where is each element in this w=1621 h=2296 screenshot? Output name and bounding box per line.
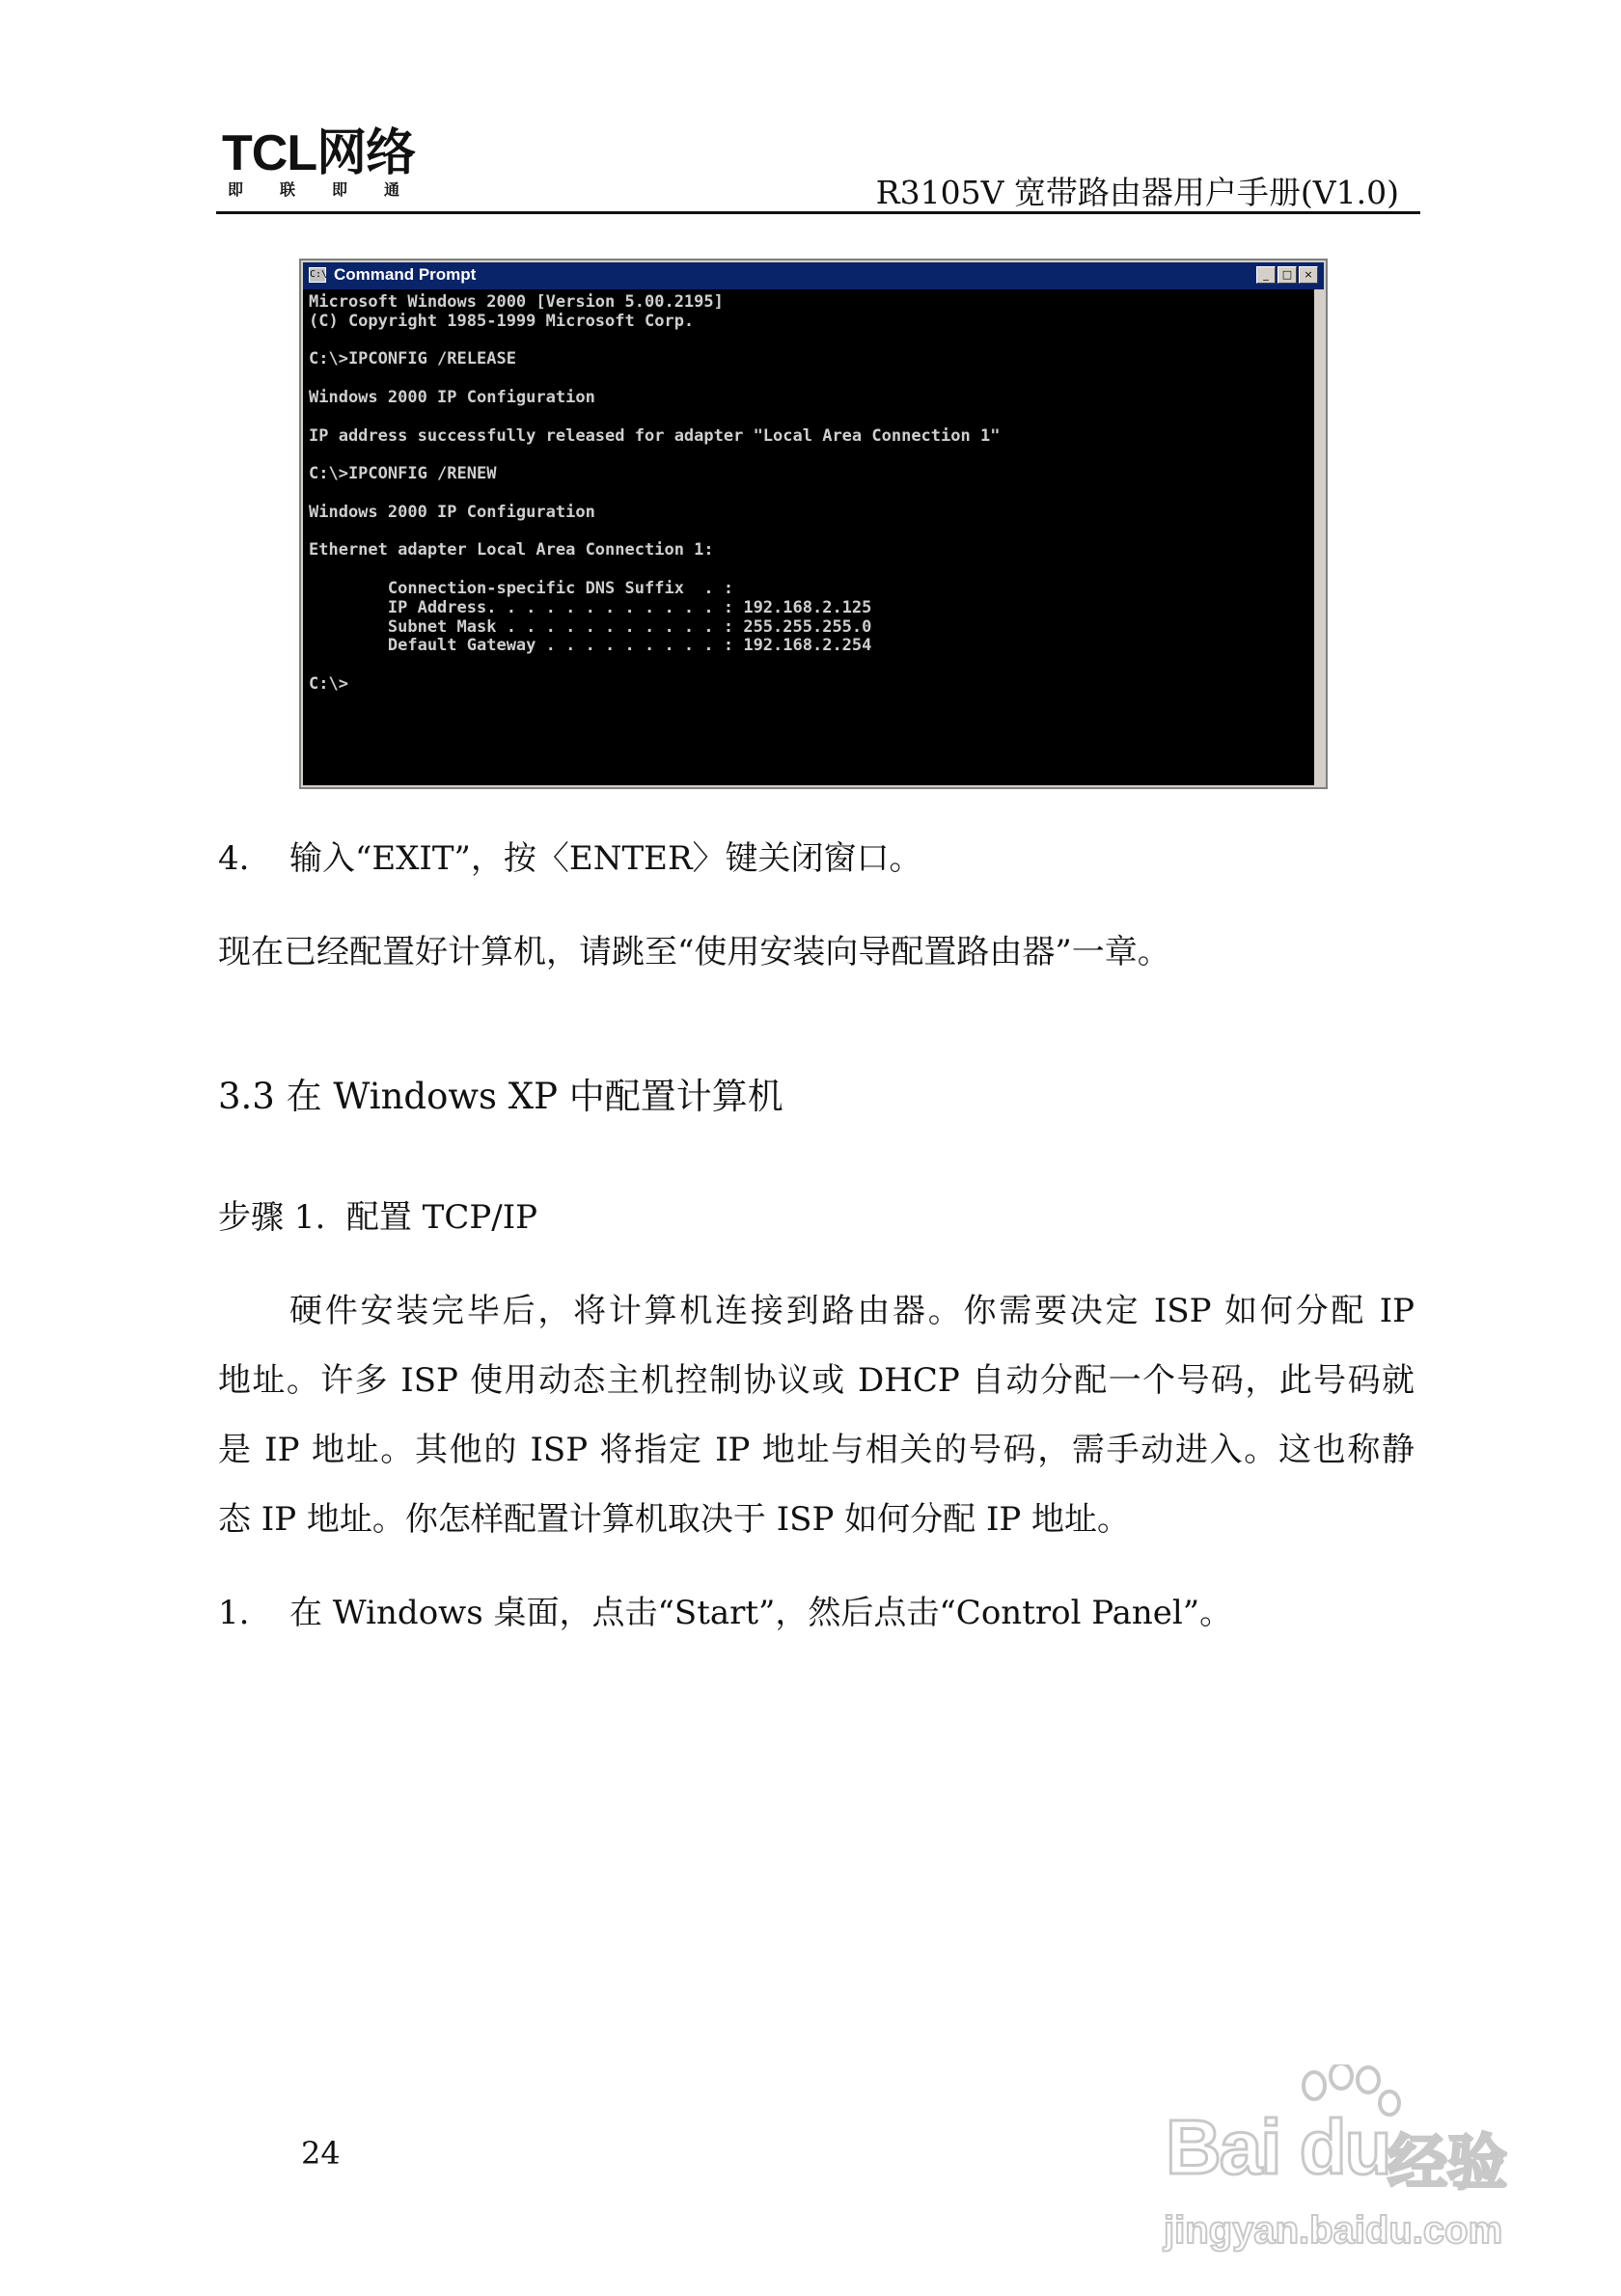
tcl-logo-slogan: 即联即通: [228, 180, 437, 199]
console-output: [303, 289, 1314, 785]
manual-title: R3105V 宽带路由器用户手册(V1.0): [875, 174, 1399, 211]
maximize-icon: □: [1278, 266, 1297, 284]
paragraph-line: 是 IP 地址。其他的 ISP 将指定 IP 地址与相关的号码，需手动进入。这也称静: [218, 1431, 1415, 1469]
watermark-brand: Bai du: [1166, 2104, 1390, 2190]
step-1-label: 1.: [218, 1594, 250, 1632]
step-4-text: 输入“EXIT”，按〈ENTER〉键关闭窗口。: [289, 839, 922, 878]
console-icon: C:\: [309, 267, 326, 283]
paragraph-line: 地址。许多 ISP 使用动态主机控制协议或 DHCP 自动分配一个号码，此号码就: [218, 1361, 1415, 1400]
page-number: 24: [301, 2135, 341, 2172]
step-heading-text: 配置 TCP/IP: [345, 1198, 538, 1237]
command-prompt-window: [299, 259, 1328, 789]
tcl-logo: TCL网络: [222, 125, 416, 181]
window-controls: [1256, 266, 1318, 284]
console-scrollbar: [1314, 289, 1324, 785]
paragraph-line: 硬件安装完毕后，将计算机连接到路由器。你需要决定 ISP 如何分配 IP: [289, 1292, 1415, 1330]
window-title: Command Prompt: [334, 265, 477, 284]
step-4-label: 4.: [218, 839, 250, 878]
step-heading: [218, 1198, 538, 1237]
completion-note: 现在已经配置好计算机，请跳至“使用安装向导配置路由器”一章。: [218, 933, 1170, 971]
close-icon: ×: [1299, 266, 1318, 284]
header-divider: [216, 211, 1420, 214]
minimize-icon: _: [1256, 266, 1276, 284]
paragraph-line: 态 IP 地址。你怎样配置计算机取决于 ISP 如何分配 IP 地址。: [218, 1500, 1131, 1539]
step-1-text: 在 Windows 桌面，点击“Start”，然后点击“Control Panel”。: [289, 1594, 1233, 1632]
watermark-url: jingyan.baidu.com: [1164, 2209, 1503, 2252]
console-text: Microsoft Windows 2000 [Version 5.00.2195] (C) Copyright 1985-1999 Microsoft Corp. C:\>IPCONFIG /RELEASE Windows 2000 IP Configuration IP address successfully released for adapter "Local Area Connection 1" C:\>IPCONFIG /RENEW Windows 2000 IP Configuration Ethernet adapter Local Area Connection 1: Connection-specific DNS Suffix . : IP Address. . . . . . . . . . . . : 192.168.2.125 Subnet Mask . . . . . . . . . . . : 255.255.255.0 Default Gateway . . . . . . . . . : 192.168.2.254 C:\>: [309, 292, 1001, 694]
watermark-jingyan: 经验: [1387, 2127, 1508, 2198]
section-heading: 3.3 在 Windows XP 中配置计算机: [218, 1076, 783, 1117]
window-titlebar: [303, 262, 1324, 289]
step-heading-prefix: 步骤 1.: [218, 1198, 326, 1237]
